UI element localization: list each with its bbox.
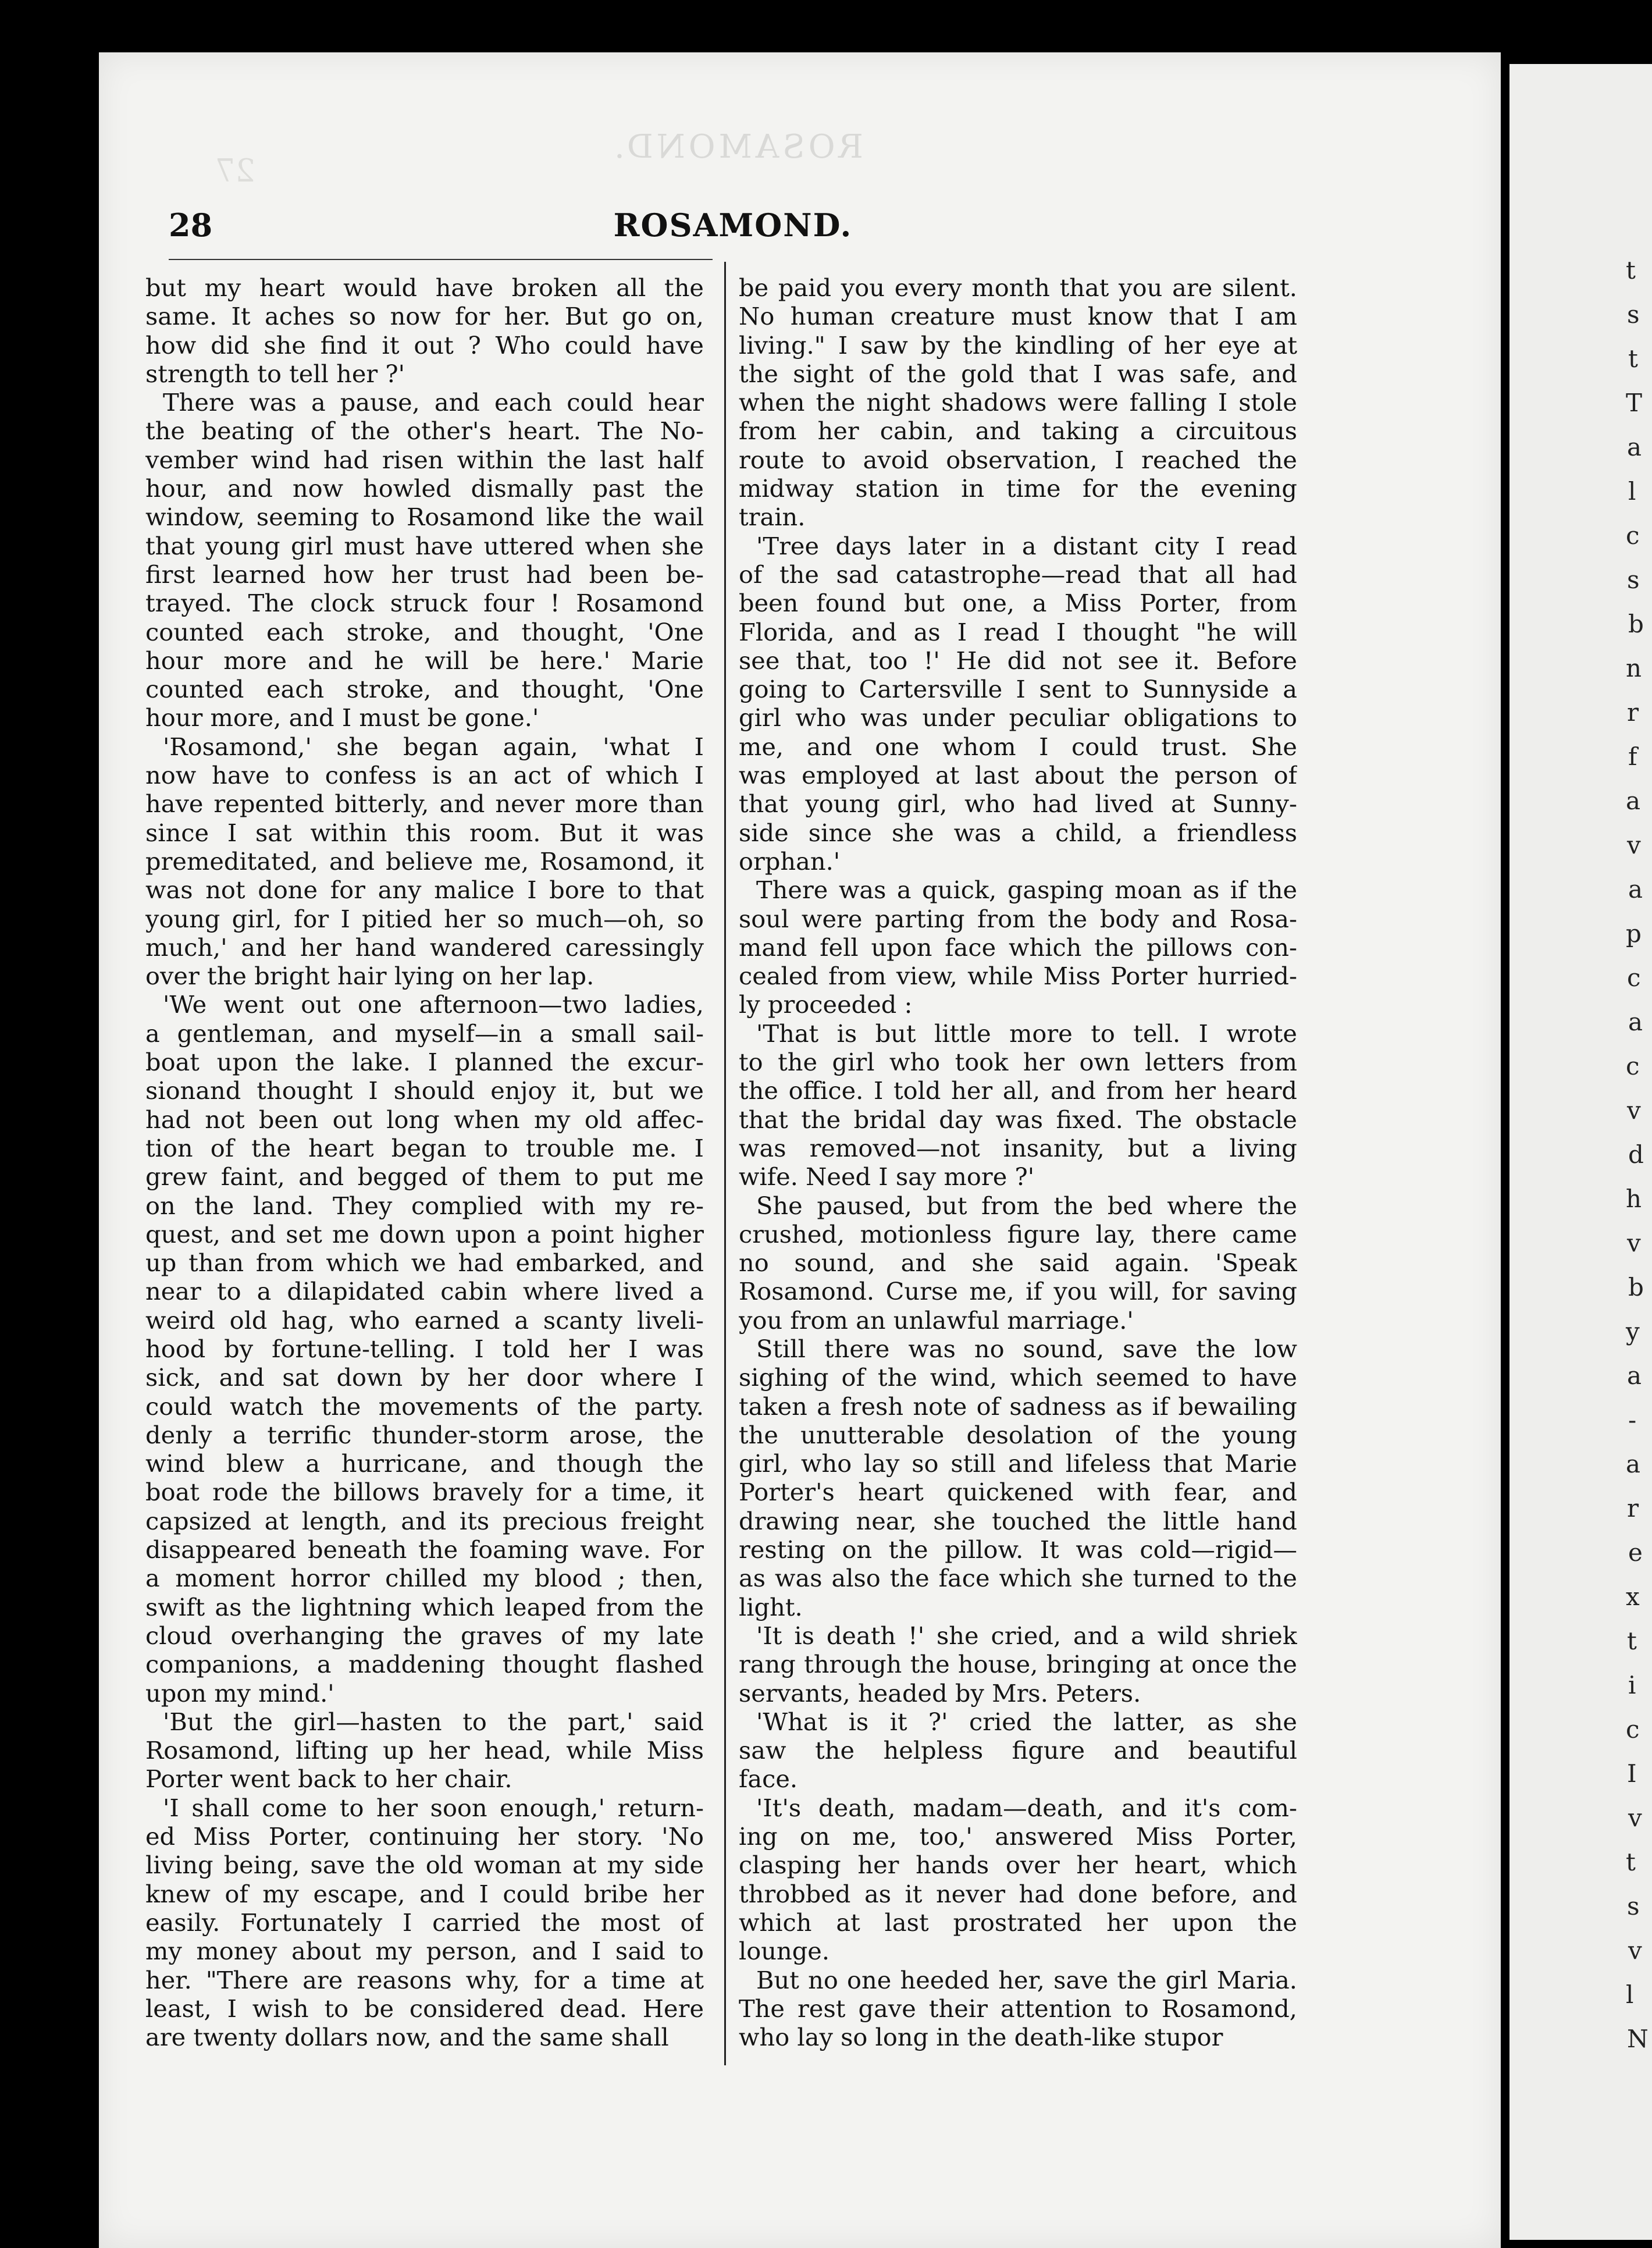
right-column <box>739 273 1297 2051</box>
text-line: as was also the face which she turned to the <box>739 1564 1297 1593</box>
text-line: the beating of the other's heart. The No- <box>145 417 704 446</box>
text-line: a gentleman, and myself—in a small sail- <box>145 1019 704 1048</box>
column-divider <box>724 262 726 2065</box>
next-page-fragment: s <box>1627 300 1640 329</box>
text-line: have repented bitterly, and never more than <box>145 789 704 819</box>
text-line: knew of my escape, and I could bribe her <box>145 1879 704 1908</box>
text-line: side since she was a child, a friendless <box>739 818 1297 847</box>
next-page-fragment: l <box>1626 1980 1634 2009</box>
header-rule <box>169 259 713 260</box>
text-line: 'Tree days later in a distant city I read <box>756 531 1297 560</box>
text-line: throbbed as it never had done before, and <box>739 1879 1297 1908</box>
text-line: over the bright hair lying on her lap. <box>145 962 594 991</box>
text-line: going to Cartersville I sent to Sunnyside a <box>739 675 1297 704</box>
text-line: mand fell upon face which the pillows con- <box>739 933 1297 962</box>
text-line: my money about my person, and I said to <box>145 1937 704 1966</box>
next-page-fragment: s <box>1627 565 1640 594</box>
text-line: companions, a maddening thought flashed <box>145 1650 704 1679</box>
text-line: She paused, but from the bed where the <box>756 1191 1297 1220</box>
text-line: hour, and now howled dismally past the <box>145 474 704 503</box>
text-line: easily. Fortunately I carried the most of <box>145 1908 704 1937</box>
text-line: resting on the pillow. It was cold—rigid— <box>739 1535 1297 1564</box>
page-header <box>169 207 1297 247</box>
next-page-fragment: c <box>1626 1715 1640 1744</box>
text-line: window, seeming to Rosamond like the wail <box>145 503 704 532</box>
text-line: see that, too !' He did not see it. Before <box>739 646 1297 675</box>
next-page-fragment: h <box>1626 1185 1642 1213</box>
next-page-fragment: t <box>1627 1627 1637 1655</box>
text-line: boat upon the lake. I planned the excur- <box>145 1048 704 1077</box>
text-line: least, I wish to be considered dead. Here <box>145 1994 704 2023</box>
text-line: route to avoid observation, I reached the <box>739 445 1297 474</box>
text-line: girl who was under peculiar obligations to <box>739 703 1297 732</box>
text-line: But no one heeded her, save the girl Maria. <box>756 1965 1297 1994</box>
text-line: you from an unlawful marriage.' <box>739 1306 1134 1335</box>
next-page-fragment: e <box>1628 1538 1643 1567</box>
next-page-fragment: f <box>1628 742 1637 771</box>
text-line: denly a terrific thunder-storm arose, the <box>145 1420 704 1449</box>
next-page-fragment: v <box>1628 1804 1642 1832</box>
text-line: The rest gave their attention to Rosamond, <box>739 1994 1297 2023</box>
text-line: trayed. The clock struck four ! Rosamond <box>145 589 704 618</box>
text-line: disappeared beneath the foaming wave. For <box>145 1535 704 1564</box>
text-line: that young girl must have uttered when she <box>145 531 704 560</box>
text-line: was not done for any malice I bore to that <box>145 876 704 905</box>
text-line: was removed—not insanity, but a living <box>739 1133 1297 1162</box>
next-page-fragment: v <box>1627 1229 1641 1257</box>
text-line: quest, and set me down upon a point higher <box>145 1219 704 1249</box>
text-line: wife. Need I say more ?' <box>739 1162 1035 1191</box>
text-line: Rosamond. Curse me, if you will, for saving <box>739 1277 1297 1306</box>
text-line: drawing near, she touched the little hand <box>739 1506 1297 1535</box>
text-line: from her cabin, and taking a circuitous <box>739 417 1297 446</box>
next-page-fragment: v <box>1627 831 1641 859</box>
text-line: hour more and he will be here.' Marie <box>145 646 704 675</box>
running-title: ROSAMOND. <box>613 207 853 244</box>
text-line: 'We went out one afternoon—two ladies, <box>163 990 704 1019</box>
text-line: 'What is it ?' cried the latter, as she <box>756 1707 1297 1736</box>
text-line: the sight of the gold that I was safe, and <box>739 359 1297 388</box>
text-line: Porter went back to her chair. <box>145 1765 512 1794</box>
next-page-fragment: a <box>1626 1450 1641 1478</box>
text-line: ing on me, too,' answered Miss Porter, <box>739 1822 1297 1851</box>
next-page-fragment: l <box>1628 477 1636 506</box>
text-line: counted each stroke, and thought, 'One <box>145 617 704 646</box>
text-line: capsized at length, and its precious freight <box>145 1506 704 1535</box>
text-line: tion of the heart began to trouble me. I <box>145 1133 704 1162</box>
text-line: 'That is but little more to tell. I wrote <box>756 1019 1297 1048</box>
page-number: 28 <box>169 207 213 244</box>
text-line: crushed, motionless figure lay, there came <box>739 1219 1297 1249</box>
next-page-fragment: x <box>1626 1582 1640 1611</box>
text-line: hour more, and I must be gone.' <box>145 703 539 732</box>
text-line: 'It is death !' she cried, and a wild shriek <box>756 1621 1297 1650</box>
text-line: sionand thought I should enjoy it, but we <box>145 1076 704 1105</box>
text-line: her. "There are reasons why, for a time at <box>145 1965 704 1994</box>
text-line: face. <box>739 1765 798 1794</box>
text-line: There was a quick, gasping moan as if the <box>756 876 1297 905</box>
text-line: taken a fresh note of sadness as if bewailing <box>739 1392 1297 1421</box>
text-line: same. It aches so now for her. But go on, <box>145 302 704 331</box>
text-line: could watch the movements of the party. <box>145 1392 704 1421</box>
text-line: me, and one whom I could trust. She <box>739 732 1297 761</box>
next-page-fragment: a <box>1628 1008 1643 1036</box>
text-line: 'I shall come to her soon enough,' return- <box>163 1793 704 1822</box>
next-page-fragment: T <box>1626 389 1643 417</box>
text-line: of the sad catastrophe—read that all had <box>739 560 1297 589</box>
text-line: vember wind had risen within the last half <box>145 445 704 474</box>
text-line: hood by fortune-telling. I told her I was <box>145 1334 704 1363</box>
next-page-fragment: r <box>1627 698 1639 727</box>
text-line: counted each stroke, and thought, 'One <box>145 675 704 704</box>
text-line: the office. I told her all, and from her heard <box>739 1076 1297 1105</box>
next-page-fragment: p <box>1626 919 1642 948</box>
text-line: There was a pause, and each could hear <box>163 388 704 417</box>
next-page-fragment: c <box>1626 521 1640 550</box>
next-page-fragment: a <box>1626 787 1641 815</box>
next-page-fragment: a <box>1627 433 1642 461</box>
next-page-fragment: a <box>1627 1361 1642 1390</box>
next-page-fragment: t <box>1626 256 1636 284</box>
text-line: wind blew a hurricane, and though the <box>145 1449 704 1478</box>
next-page-fragment: d <box>1628 1140 1644 1169</box>
next-page-fragment: c <box>1627 963 1641 992</box>
text-line: that young girl, who had lived at Sunny- <box>739 789 1297 819</box>
next-page-fragment: y <box>1626 1317 1640 1346</box>
text-line: girl, who lay so still and lifeless that Marie <box>739 1449 1297 1478</box>
text-line: Still there was no sound, save the low <box>756 1334 1297 1363</box>
text-line: on the land. They complied with my re- <box>145 1191 704 1220</box>
next-page-fragment: t <box>1626 1848 1636 1876</box>
text-line: light. <box>739 1592 803 1621</box>
next-page-fragment: I <box>1627 1759 1637 1788</box>
text-line: weird old hag, who earned a scanty liveli- <box>145 1306 704 1335</box>
text-line: servants, headed by Mrs. Peters. <box>739 1678 1141 1708</box>
text-line: that the bridal day was fixed. The obstacle <box>739 1105 1297 1134</box>
text-line: young girl, for I pitied her so much—oh, so <box>145 904 704 933</box>
text-line: the unutterable desolation of the young <box>739 1420 1297 1449</box>
next-page-fragment: i <box>1628 1671 1636 1699</box>
text-line: premeditated, and believe me, Rosamond, it <box>145 846 704 876</box>
text-line: living." I saw by the kindling of her eye at <box>739 330 1297 360</box>
text-line: ly proceeded : <box>739 990 913 1019</box>
text-line: No human creature must know that I am <box>739 302 1297 331</box>
text-line: but my heart would have broken all the <box>145 273 704 302</box>
next-page-fragment: t <box>1628 344 1638 373</box>
text-line: much,' and her hand wandered caressingly <box>145 933 704 962</box>
text-line: cloud overhanging the graves of my late <box>145 1621 704 1650</box>
text-line: had not been out long when my old affec- <box>145 1105 704 1134</box>
next-page-fragment: v <box>1628 1936 1642 1965</box>
text-line: swift as the lightning which leaped from the <box>145 1592 704 1621</box>
next-page-fragment: r <box>1627 1494 1639 1523</box>
text-line: living being, save the old woman at my side <box>145 1851 704 1880</box>
text-line: boat rode the billows bravely for a time, it <box>145 1478 704 1507</box>
text-line: Rosamond, lifting up her head, while Miss <box>145 1736 704 1765</box>
text-line: first learned how her trust had been be- <box>145 560 704 589</box>
text-line: 'But the girl—hasten to the part,' said <box>163 1707 704 1736</box>
bleed-through-number: 27 <box>215 152 255 189</box>
text-line: Porter's heart quickened with fear, and <box>739 1478 1297 1507</box>
text-line: clasping her hands over her heart, which <box>739 1851 1297 1880</box>
text-line: how did she find it out ? Who could have <box>145 330 704 360</box>
text-line: a moment horror chilled my blood ; then, <box>145 1564 704 1593</box>
bleed-through-text: ROSAMOND. <box>611 128 863 166</box>
text-line: which at last prostrated her upon the <box>739 1908 1297 1937</box>
text-line: saw the helpless figure and beautiful <box>739 1736 1297 1765</box>
text-line: strength to tell her ?' <box>145 359 405 388</box>
text-line: lounge. <box>739 1937 830 1966</box>
next-page-fragment: c <box>1626 1052 1640 1080</box>
text-line: up than from which we had embarked, and <box>145 1249 704 1278</box>
text-line: soul were parting from the body and Rosa- <box>739 904 1297 933</box>
next-page-fragment: b <box>1628 610 1644 638</box>
next-page-fragment: b <box>1628 1273 1644 1301</box>
text-line: grew faint, and begged of them to put me <box>145 1162 704 1191</box>
text-line: are twenty dollars now, and the same shall <box>145 2023 669 2052</box>
text-line: to the girl who took her own letters from <box>739 1048 1297 1077</box>
text-line: no sound, and she said again. 'Speak <box>739 1249 1297 1278</box>
text-line: sighing of the wind, which seemed to have <box>739 1363 1297 1392</box>
text-line: rang through the house, bringing at once the <box>739 1650 1297 1679</box>
text-line: 'Rosamond,' she began again, 'what I <box>163 732 704 761</box>
text-line: near to a dilapidated cabin where lived a <box>145 1277 704 1306</box>
text-line: 'It's death, madam—death, and it's com- <box>756 1793 1297 1822</box>
left-column <box>145 273 704 2051</box>
text-line: upon my mind.' <box>145 1678 334 1708</box>
next-page-fragment: v <box>1627 1096 1641 1125</box>
text-line: train. <box>739 503 806 532</box>
text-line: be paid you every month that you are silent. <box>739 273 1297 302</box>
text-line: orphan.' <box>739 846 841 876</box>
text-line: sick, and sat down by her door where I <box>145 1363 704 1392</box>
next-page-fragment: s <box>1627 1892 1640 1920</box>
text-line: midway station in time for the evening <box>739 474 1297 503</box>
text-line: was employed at last about the person of <box>739 761 1297 790</box>
next-page-fragment: a <box>1628 875 1643 904</box>
text-line: cealed from view, while Miss Porter hurried- <box>739 962 1297 991</box>
text-line: now have to confess is an act of which I <box>145 761 704 790</box>
text-line: been found but one, a Miss Porter, from <box>739 589 1297 618</box>
next-page-fragment: N <box>1627 2025 1649 2053</box>
text-line: since I sat within this room. But it was <box>145 818 704 847</box>
next-page-fragment: n <box>1626 654 1642 682</box>
next-page-fragment: - <box>1628 1406 1637 1434</box>
text-line: Florida, and as I read I thought "he will <box>739 617 1297 646</box>
text-line: when the night shadows were falling I stole <box>739 388 1297 417</box>
text-line: ed Miss Porter, continuing her story. 'No <box>145 1822 704 1851</box>
text-line: who lay so long in the death-like stupor <box>739 2023 1223 2052</box>
